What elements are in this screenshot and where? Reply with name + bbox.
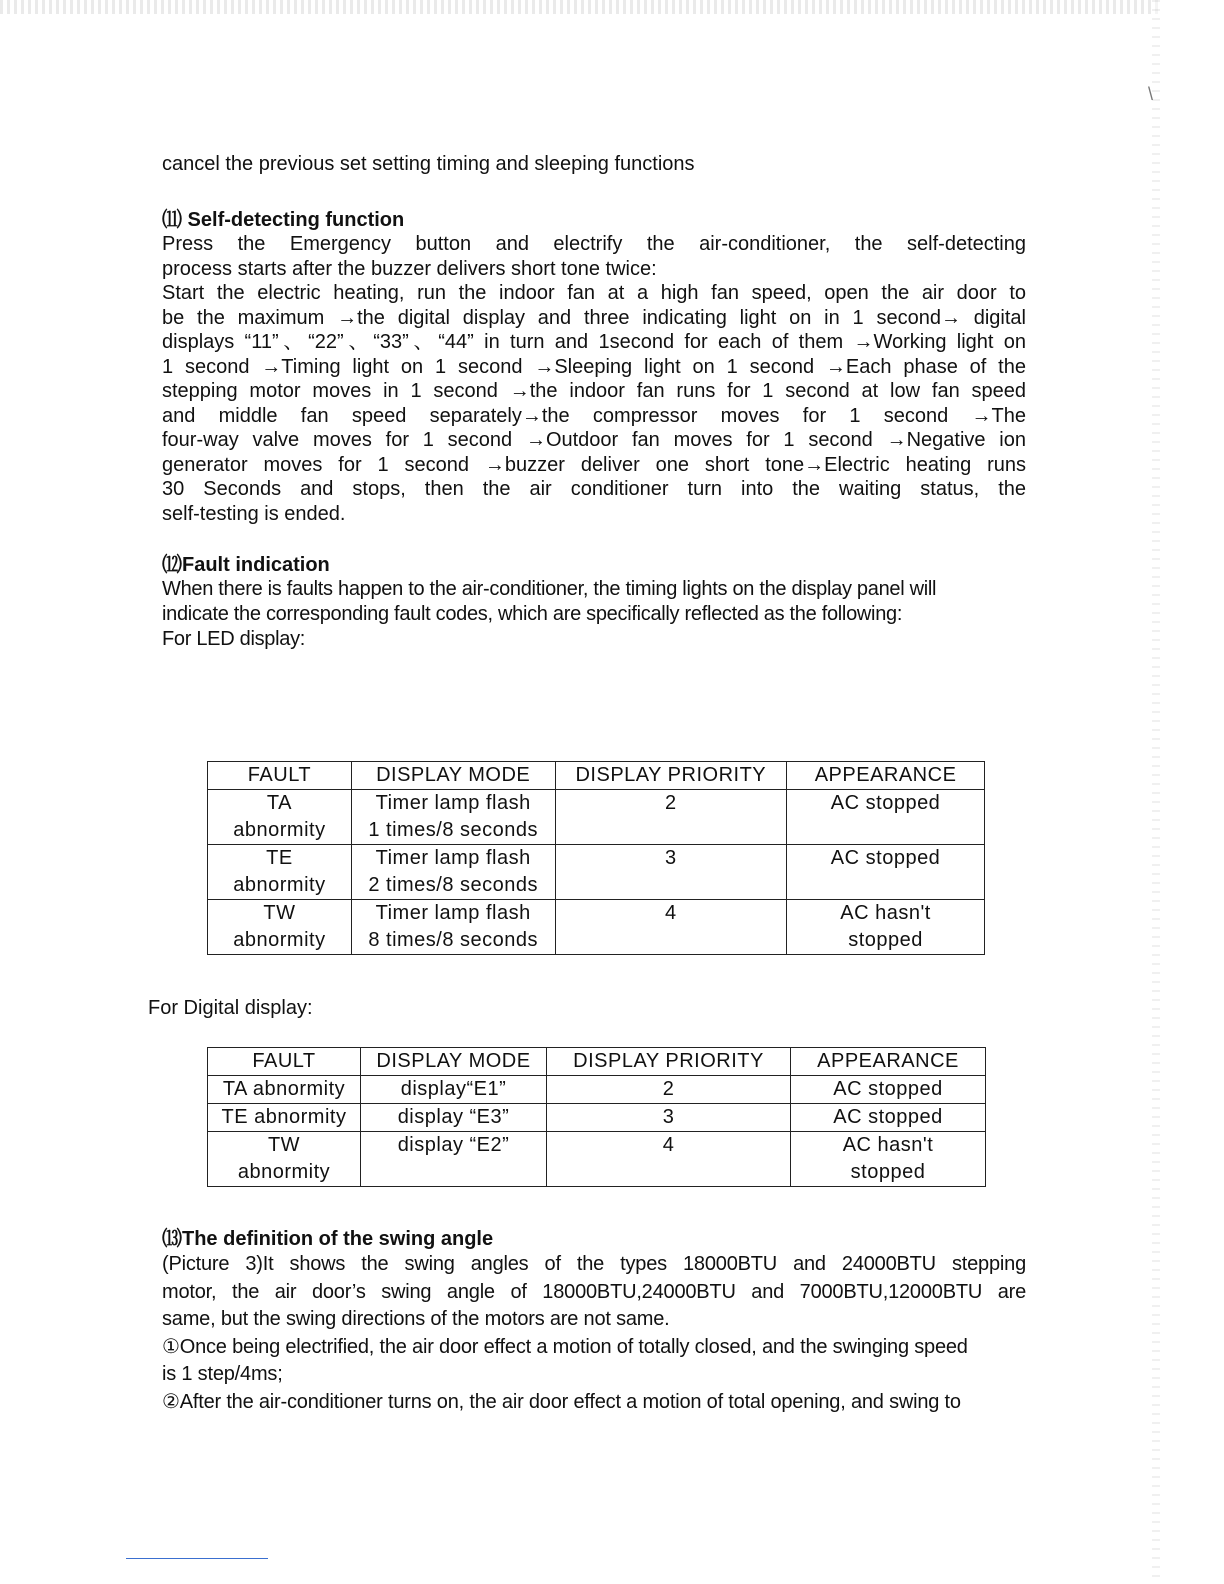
- table-header-row: [208, 762, 985, 790]
- table-row: [208, 900, 985, 955]
- header-display-priority: DISPLAY PRIORITY: [547, 1048, 791, 1076]
- table-header-row: [208, 1048, 986, 1076]
- priority-cell: 2: [547, 1076, 791, 1104]
- text-line: stepping motor moves in 1 second →the indoor fan runs for 1 second at low fan speed: [162, 380, 1026, 402]
- header-display-mode: DISPLAY MODE: [361, 1048, 547, 1076]
- text-line: be the maximum →the digital display and three indicating light on in 1 second→ digital: [162, 306, 1026, 329]
- text-line: Start the electric heating, run the indoor fan at a high fan speed, open the air door to: [162, 282, 1026, 304]
- section-body: [162, 232, 1026, 526]
- priority-cell: 2: [555, 790, 787, 845]
- text-line: four-way valve moves for 1 second →Outdoor fan moves for 1 second →Negative ion: [162, 429, 1026, 451]
- appearance-cell: AC hasn't stopped: [787, 900, 985, 955]
- mode-cell: display“E1”: [361, 1076, 547, 1104]
- priority-cell: 3: [555, 845, 787, 900]
- fault-cell: TA abnormity: [208, 1076, 361, 1104]
- header-appearance: APPEARANCE: [787, 762, 985, 790]
- header-fault: FAULT: [208, 762, 352, 790]
- appearance-cell: AC stopped: [791, 1076, 986, 1104]
- section-self-detecting: [162, 208, 1026, 526]
- text-line: 30 Seconds and stops, then the air conditioner turn into the waiting status, the: [162, 478, 1026, 500]
- fault-cell: TE abnormity: [208, 1104, 361, 1132]
- text-line: ①Once being electrified, the air door effect a motion of totally closed, and the swinging speed: [162, 1335, 968, 1358]
- appearance-cell: AC hasn't stopped: [791, 1132, 986, 1187]
- table-row: [208, 1132, 986, 1187]
- intro-line: cancel the previous set setting timing and sleeping functions: [162, 153, 695, 175]
- text-line: and middle fan speed separately→the compressor moves for 1 second →The: [162, 404, 1026, 427]
- text-line: generator moves for 1 second →buzzer deliver one short tone→Electric heating runs: [162, 453, 1026, 476]
- table-row: [208, 790, 985, 845]
- text-line: same, but the swing directions of the motors are not same.: [162, 1308, 670, 1330]
- text-line: displays “11”、“22”、“33”、“44” in turn and 1second for each of them →Working light on: [162, 331, 1026, 353]
- appearance-cell: AC stopped: [787, 845, 985, 900]
- priority-cell: 3: [547, 1104, 791, 1132]
- margin-mark: \: [1148, 84, 1154, 104]
- mode-cell: display “E3”: [361, 1104, 547, 1132]
- table-row: [208, 845, 985, 900]
- section-body: [162, 1251, 1026, 1416]
- digital-display-label: For Digital display:: [148, 997, 313, 1019]
- text-line: ②After the air-conditioner turns on, the air door effect a motion of total opening, and swing to: [162, 1390, 961, 1413]
- appearance-cell: AC stopped: [787, 790, 985, 845]
- text-line: (Picture 3)It shows the swing angles of the types 18000BTU and 24000BTU stepping: [162, 1253, 1026, 1275]
- digital-fault-table: [207, 1047, 986, 1187]
- section-body: [162, 577, 1026, 652]
- scan-artifact-top: [0, 0, 1160, 14]
- mode-cell: Timer lamp flash 8 times/8 seconds: [351, 900, 555, 955]
- intro-paragraph: [162, 152, 1026, 177]
- section-swing-angle: [162, 1227, 1026, 1416]
- fault-cell: TW abnormity: [208, 900, 352, 955]
- text-line: is 1 step/4ms;: [162, 1363, 283, 1385]
- fault-cell: TE abnormity: [208, 845, 352, 900]
- text-line: indicate the corresponding fault codes, which are specifically reflected as the following:: [162, 603, 903, 625]
- text-line: motor, the air door’s swing angle of 18000BTU,24000BTU and 7000BTU,12000BTU are: [162, 1280, 1026, 1303]
- fault-cell: TW abnormity: [208, 1132, 361, 1187]
- section-heading: ⑿Fault indication: [162, 554, 330, 576]
- header-display-mode: DISPLAY MODE: [351, 762, 555, 790]
- text-line: For LED display:: [162, 628, 306, 650]
- fault-cell: TA abnormity: [208, 790, 352, 845]
- section-heading: ⑾ Self-detecting function: [162, 209, 405, 231]
- mode-cell: display “E2”: [361, 1132, 547, 1187]
- section-fault-indication: [162, 553, 1026, 652]
- table-row: [208, 1104, 986, 1132]
- header-appearance: APPEARANCE: [791, 1048, 986, 1076]
- text-line: Press the Emergency button and electrify the air-conditioner, the self-detecting: [162, 233, 1026, 255]
- priority-cell: 4: [555, 900, 787, 955]
- led-fault-table: [207, 761, 985, 955]
- text-line: process starts after the buzzer delivers short tone twice:: [162, 257, 657, 280]
- mode-cell: Timer lamp flash 2 times/8 seconds: [351, 845, 555, 900]
- table-row: [208, 1076, 986, 1104]
- text-line: When there is faults happen to the air-conditioner, the timing lights on the display panel will: [162, 578, 937, 600]
- header-fault: FAULT: [208, 1048, 361, 1076]
- text-line: self-testing is ended.: [162, 502, 346, 525]
- priority-cell: 4: [547, 1132, 791, 1187]
- header-display-priority: DISPLAY PRIORITY: [555, 762, 787, 790]
- mode-cell: Timer lamp flash 1 times/8 seconds: [351, 790, 555, 845]
- section-heading: ⒀The definition of the swing angle: [162, 1228, 494, 1250]
- footer-rule: [126, 1558, 268, 1559]
- text-line: 1 second →Timing light on 1 second →Sleeping light on 1 second →Each phase of the: [162, 355, 1026, 378]
- scan-artifact-right: [1152, 0, 1160, 1584]
- appearance-cell: AC stopped: [791, 1104, 986, 1132]
